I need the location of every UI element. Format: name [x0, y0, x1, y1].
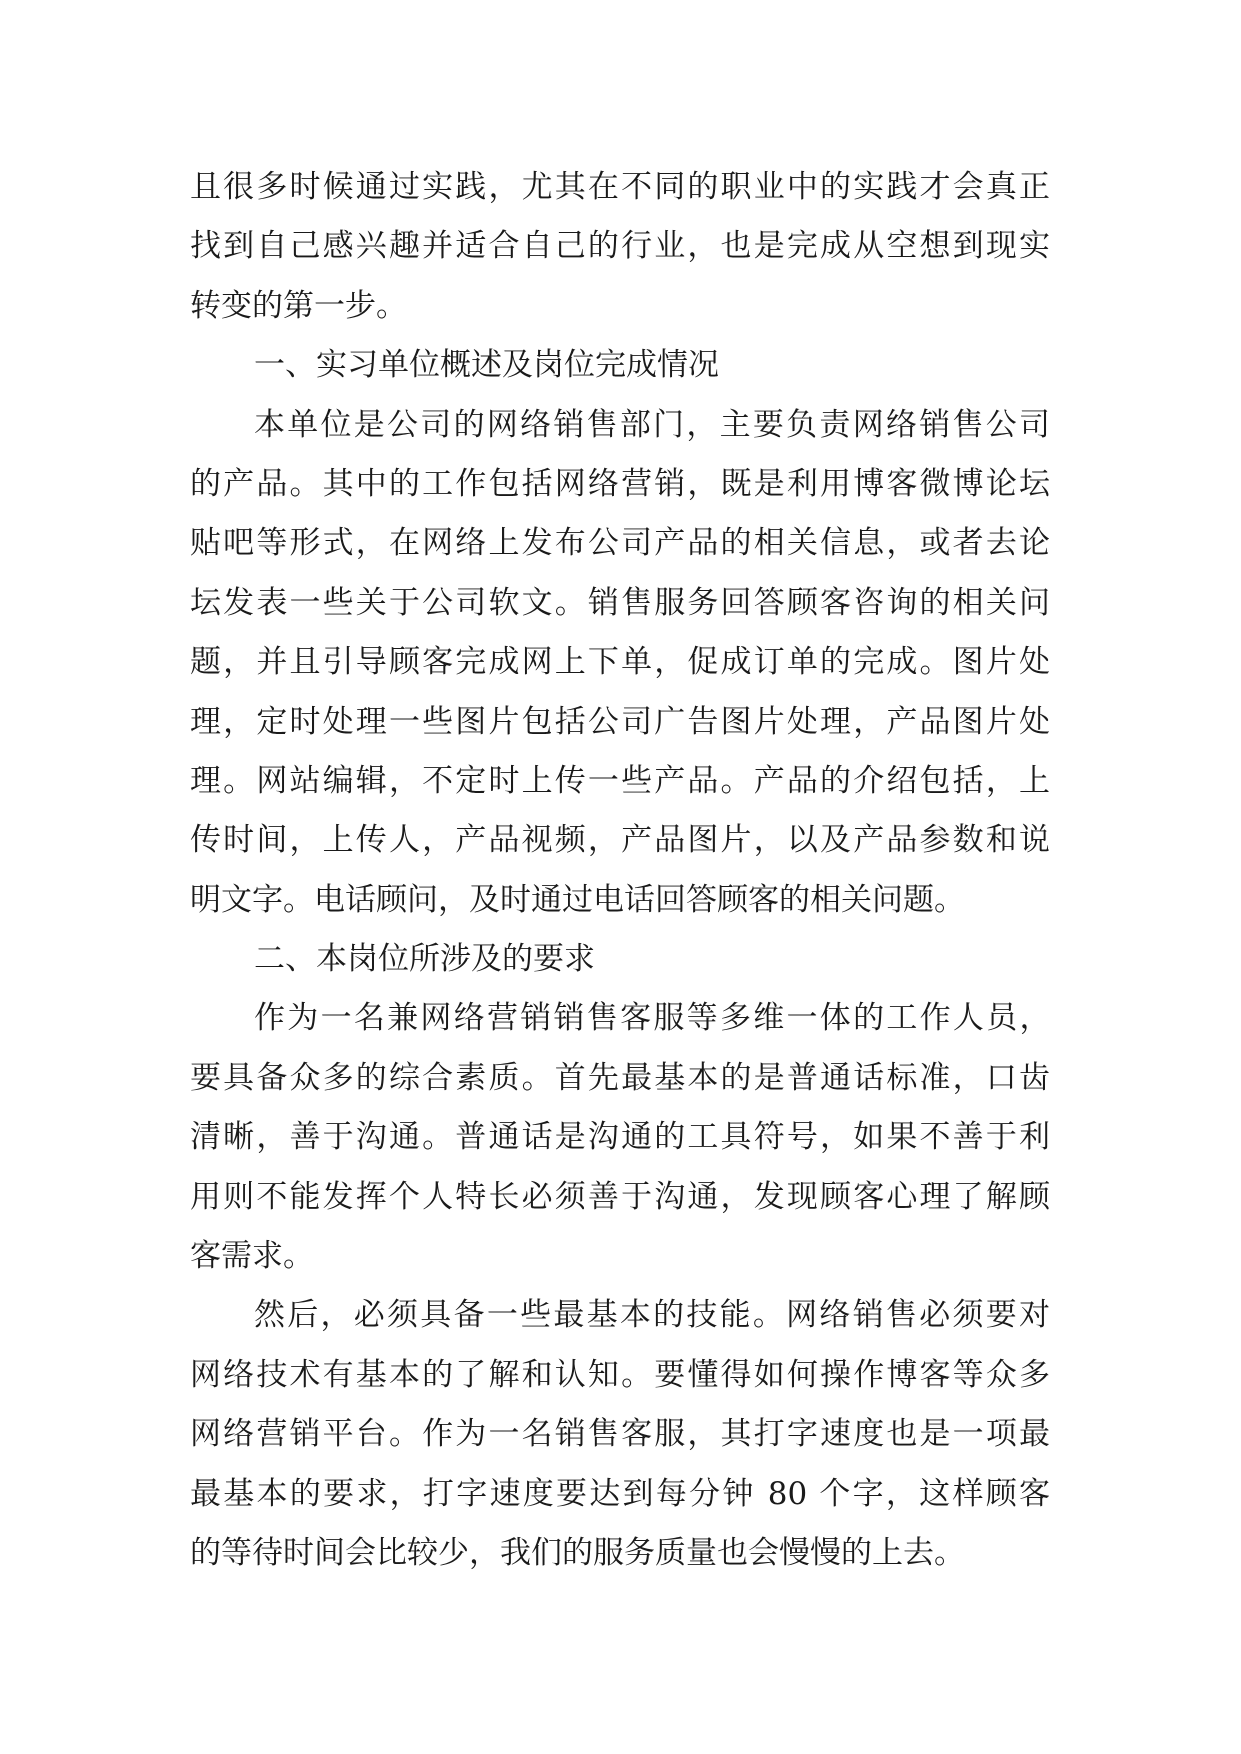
text-line: 网络技术有基本的了解和认知。要懂得如何操作博客等众多 — [190, 1356, 1050, 1393]
text-line: 作为一名兼网络营销销售客服等多维一体的工作人员， — [254, 1000, 1050, 1037]
text-line: 贴吧等形式，在网络上发布公司产品的相关信息，或者去论 — [190, 525, 1050, 562]
text-line: 传时间，上传人，产品视频，产品图片，以及产品参数和说 — [190, 822, 1050, 859]
text-line: 然后，必须具备一些最基本的技能。网络销售必须要对 — [254, 1297, 1050, 1334]
text-line: 理，定时处理一些图片包括公司广告图片处理，产品图片处 — [190, 703, 1050, 740]
section-heading: 一、实习单位概述及岗位完成情况 — [254, 347, 719, 384]
text-line: 用则不能发挥个人特长必须善于沟通，发现顾客心理了解顾 — [190, 1178, 1050, 1215]
text-line: 网络营销平台。作为一名销售客服，其打字速度也是一项最 — [190, 1416, 1050, 1453]
body-text — [190, 158, 1050, 1583]
section-heading: 二、本岗位所涉及的要求 — [254, 941, 595, 978]
text-line: 的等待时间会比较少，我们的服务质量也会慢慢的上去。 — [190, 1534, 965, 1571]
text-line: 转变的第一步。 — [190, 287, 407, 324]
text-line: 客需求。 — [190, 1238, 314, 1275]
text-line: 的产品。其中的工作包括网络营销，既是利用博客微博论坛 — [190, 465, 1050, 502]
text-line: 明文字。电话顾问，及时通过电话回答顾客的相关问题。 — [190, 881, 965, 918]
text-line: 最基本的要求，打字速度要达到每分钟 80 个字，这样顾客 — [190, 1475, 1050, 1512]
text-line: 清晰，善于沟通。普通话是沟通的工具符号，如果不善于利 — [190, 1119, 1050, 1156]
text-line: 找到自己感兴趣并适合自己的行业，也是完成从空想到现实 — [190, 228, 1050, 265]
text-line: 且很多时候通过实践，尤其在不同的职业中的实践才会真正 — [190, 169, 1050, 205]
text-line: 题，并且引导顾客完成网上下单，促成订单的完成。图片处 — [190, 644, 1050, 681]
text-line: 理。网站编辑，不定时上传一些产品。产品的介绍包括，上 — [190, 762, 1050, 799]
text-line: 本单位是公司的网络销售部门，主要负责网络销售公司 — [254, 406, 1050, 443]
text-line: 要具备众多的综合素质。首先最基本的是普通话标准，口齿 — [190, 1059, 1050, 1096]
text-line: 坛发表一些关于公司软文。销售服务回答顾客咨询的相关问 — [190, 584, 1050, 621]
